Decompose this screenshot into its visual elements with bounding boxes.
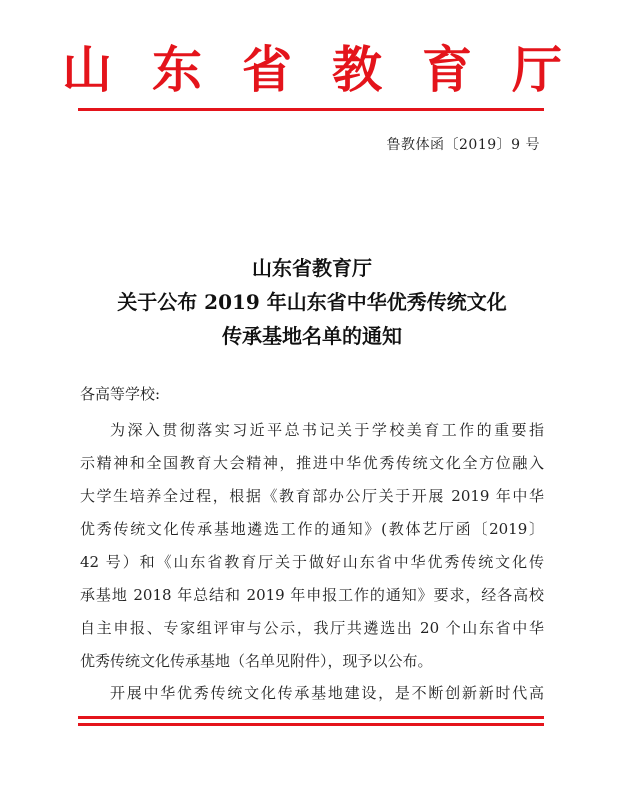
letterhead-char: 厅 (512, 40, 562, 99)
document-title-line-1: 山东省教育厅 (252, 256, 372, 280)
salutation: 各高等学校: (80, 385, 161, 403)
body-text-line: 开展中华优秀传统文化传承基地建设，是不断创新新时代高 (110, 684, 544, 702)
document-number: 鲁教体函〔2019〕9 号 (386, 137, 540, 153)
page-divider-bottom (78, 723, 544, 726)
body-text-line: 优秀传统文化传承基地（名单见附件），现予以公布。 (80, 652, 433, 670)
letterhead-char: 教 (332, 40, 382, 99)
agency-letterhead (62, 38, 562, 102)
body-text-line: 示精神和全国教育大会精神，推进中华优秀传统文化全方位融入 (80, 454, 544, 472)
document-title-line-2: 关于公布 2019 年山东省中华优秀传统文化 (117, 290, 507, 314)
letterhead-divider (78, 108, 544, 111)
body-text-line: 优秀传统文化传承基地遴选工作的通知》(教体艺厅函〔2019〕 (80, 520, 544, 538)
letterhead-char: 省 (242, 40, 292, 99)
document-title-line-3: 传承基地名单的通知 (222, 324, 402, 348)
body-text-line: 为深入贯彻落实习近平总书记关于学校美育工作的重要指 (110, 421, 544, 439)
page-divider-top (78, 716, 544, 719)
letterhead-char: 育 (422, 40, 472, 99)
body-text-line: 自主申报、专家组评审与公示，我厅共遴选出 20 个山东省中华 (80, 619, 544, 637)
letterhead-char: 山 (62, 40, 112, 99)
letterhead-char: 东 (152, 40, 202, 99)
body-text-line: 42 号）和《山东省教育厅关于做好山东省中华优秀传统文化传 (80, 553, 544, 571)
body-text-line: 大学生培养全过程，根据《教育部办公厅关于开展 2019 年中华 (80, 487, 544, 505)
body-text-line: 承基地 2018 年总结和 2019 年申报工作的通知》要求，经各高校 (80, 586, 544, 604)
